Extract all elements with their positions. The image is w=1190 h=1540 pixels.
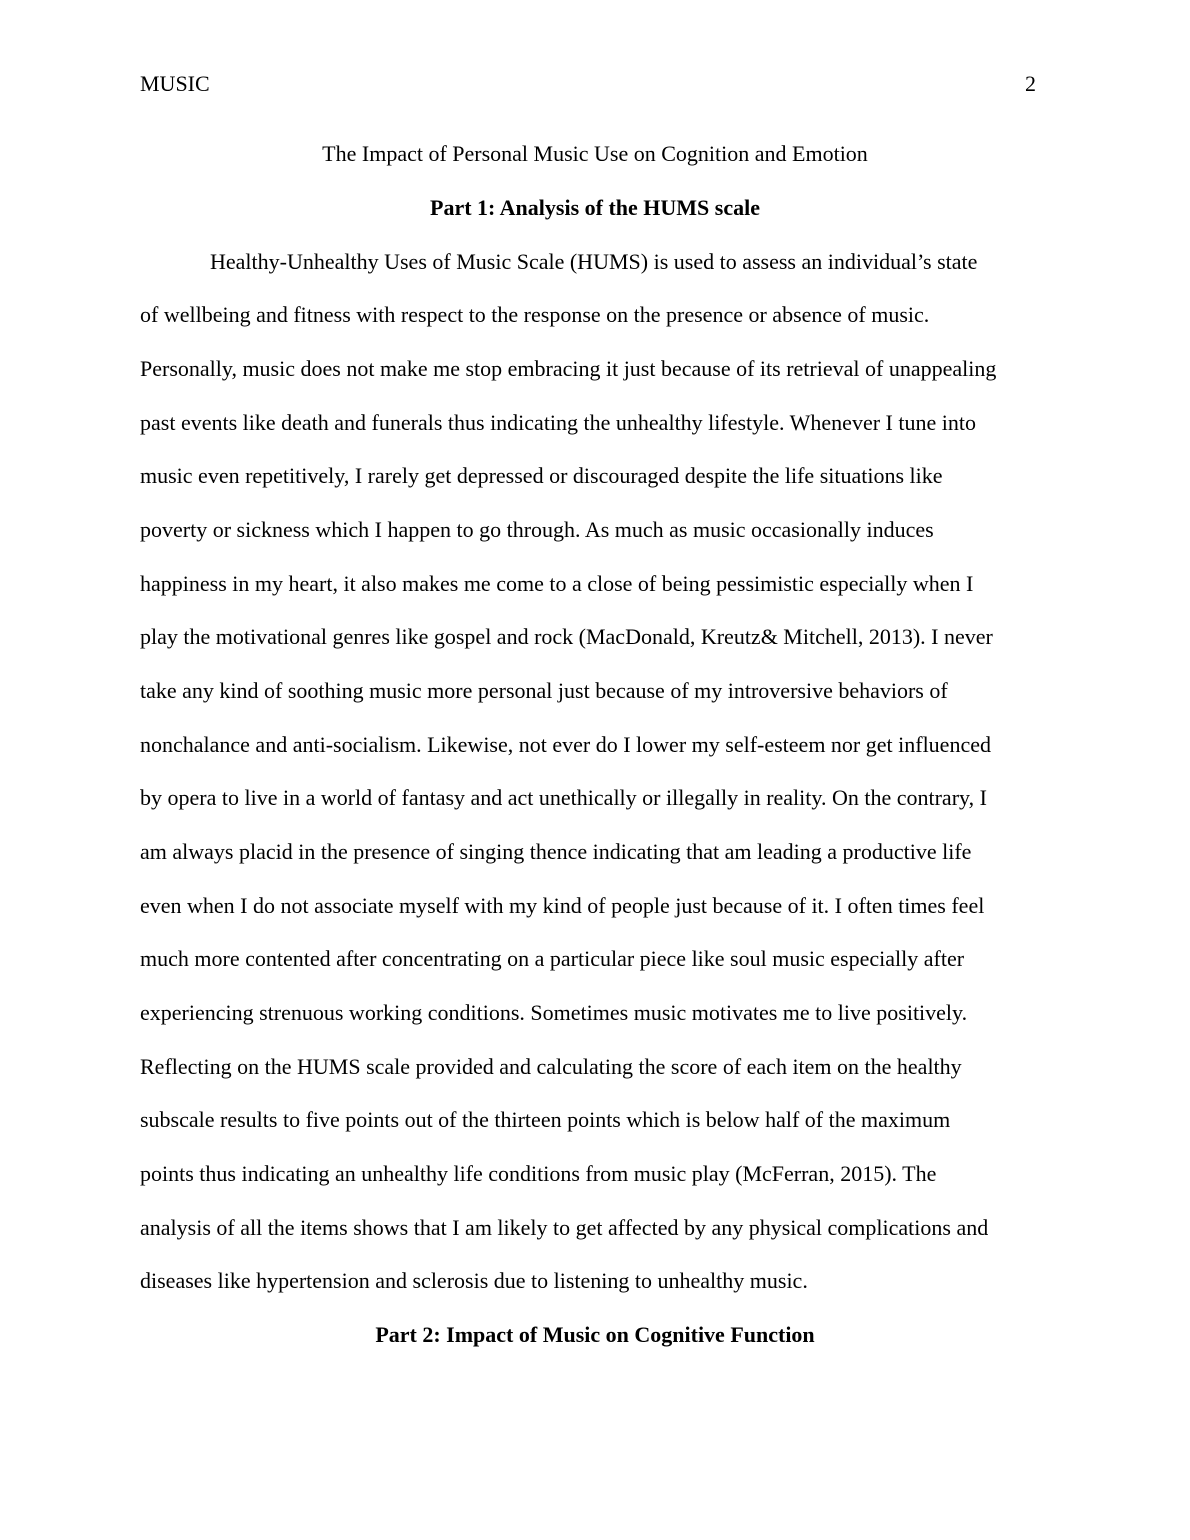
paragraph-line: music even repetitively, I rarely get depressed or discouraged despite the life situations like (140, 463, 943, 488)
paragraph-line: am always placid in the presence of singing thence indicating that am leading a productive life (140, 839, 972, 864)
paragraph-line: even when I do not associate myself with my kind of people just because of it. I often times feel (140, 893, 985, 918)
paragraph-line: nonchalance and anti-socialism. Likewise, not ever do I lower my self-esteem nor get influenced (140, 732, 991, 757)
paragraph-line: past events like death and funerals thus indicating the unhealthy lifestyle. Whenever I tune into (140, 410, 976, 435)
paragraph-line: Reflecting on the HUMS scale provided and calculating the score of each item on the healthy (140, 1054, 962, 1079)
paragraph-line: Healthy-Unhealthy Uses of Music Scale (HUMS) is used to assess an individual’s state (210, 249, 978, 274)
paragraph-line: play the motivational genres like gospel and rock (MacDonald, Kreutz& Mitchell, 2013). I never (140, 624, 993, 649)
paper-title: The Impact of Personal Music Use on Cognition and Emotion (322, 141, 868, 166)
paragraph-line: experiencing strenuous working conditions. Sometimes music motivates me to live positively. (140, 1000, 968, 1025)
section-heading-part1: Part 1: Analysis of the HUMS scale (430, 195, 760, 220)
paragraph-line: diseases like hypertension and sclerosis due to listening to unhealthy music. (140, 1268, 808, 1293)
paragraph-line: take any kind of soothing music more personal just because of my introversive behaviors of (140, 678, 948, 703)
paragraph-line: analysis of all the items shows that I am likely to get affected by any physical complications and (140, 1215, 989, 1240)
paragraph-line: by opera to live in a world of fantasy and act unethically or illegally in reality. On the contrary, I (140, 785, 987, 810)
section-heading-part2: Part 2: Impact of Music on Cognitive Function (375, 1322, 815, 1347)
paragraph-line: happiness in my heart, it also makes me come to a close of being pessimistic especially when I (140, 571, 974, 596)
page-number: 2 (1025, 71, 1036, 96)
paragraph-line: much more contented after concentrating on a particular piece like soul music especially after (140, 946, 965, 971)
paragraph-line: poverty or sickness which I happen to go through. As much as music occasionally induces (140, 517, 934, 542)
running-head: MUSIC (140, 71, 210, 96)
paragraph-line: subscale results to five points out of the thirteen points which is below half of the maximum (140, 1107, 951, 1132)
paragraph-line: points thus indicating an unhealthy life conditions from music play (McFerran, 2015). The (140, 1161, 937, 1186)
paragraph-line: of wellbeing and fitness with respect to the response on the presence or absence of music. (140, 302, 930, 327)
paragraph-line: Personally, music does not make me stop embracing it just because of its retrieval of unappealing (140, 356, 997, 381)
